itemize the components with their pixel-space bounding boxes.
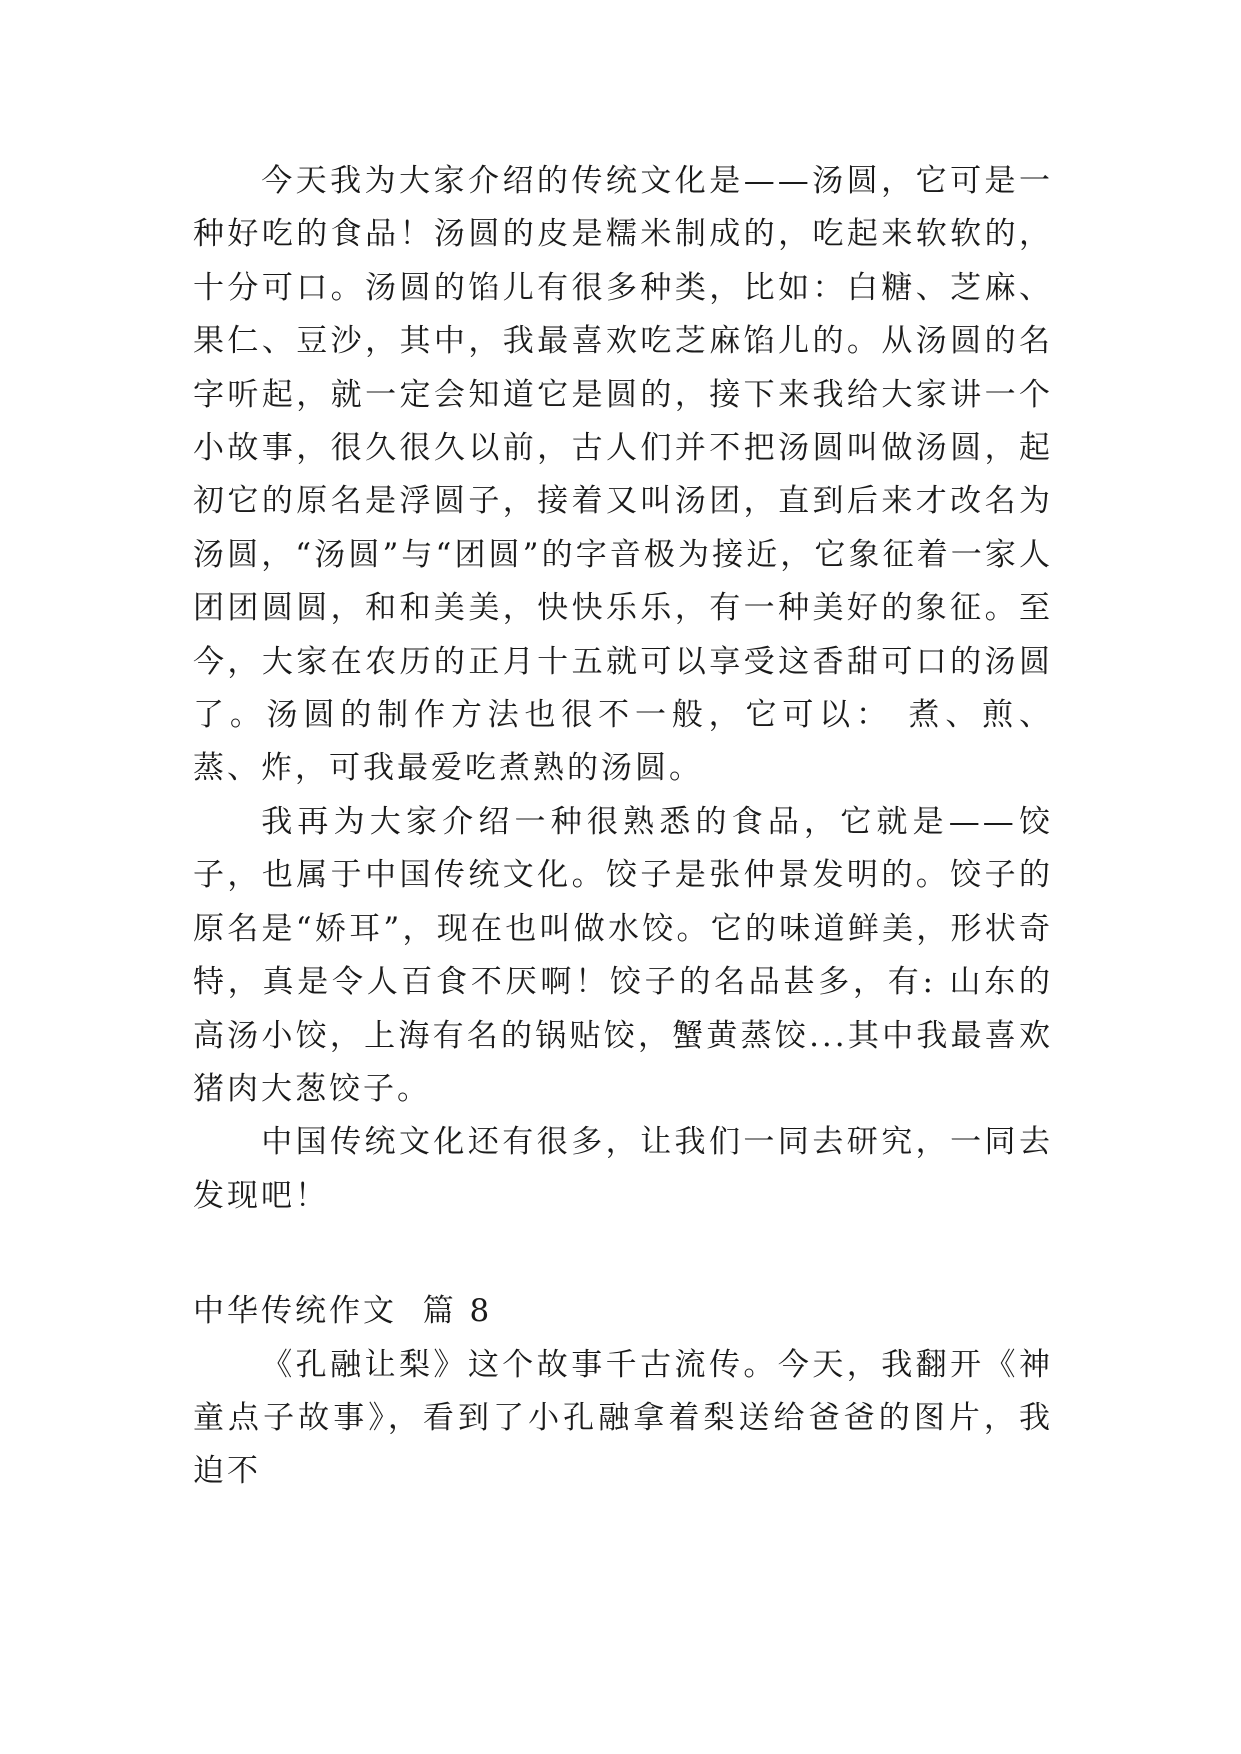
paragraph-kongrong: 《孔融让梨》这个故事千古流传。今天，我翻开《神童点子故事》，看到了小孔融拿着梨送给爸爸的图片，我迫不: [193, 1346, 1053, 1490]
paragraph-jiaozi: 我再为大家介绍一种很熟悉的食品，它就是——饺子，也属于中国传统文化。饺子是张仲景发明的。饺子的原名是“娇耳”，现在也叫做水饺。它的味道鲜美，形状奇特，真是令人百食不厌啊！饺子的名品甚多，有: 山东的高汤小饺，上海有名的锅贴饺，蟹黄蒸饺...其中我最喜欢猪肉大葱饺子。: [193, 803, 1053, 1107]
section-title: 中华传统作文 篇 8: [193, 1293, 493, 1330]
paragraph-tangyuan: 今天我为大家介绍的传统文化是——汤圆，它可是一种好吃的食品！汤圆的皮是糯米制成的，吃起来软软的，十分可口。汤圆的馅儿有很多种类，比如：白糖、芝麻、果仁、豆沙，其中，我最喜欢吃芝麻馅儿的。从汤圆的名字听起，就一定会知道它是圆的，接下来我给大家讲一个小故事，很久很久以前，古人们并不把汤圆叫做汤圆，起初它的原名是浮圆子，接着又叫汤团，直到后来才改名为汤圆，“汤圆”与“团圆”的字音极为接近，它象征着一家人团团圆圆，和和美美，快快乐乐，有一种美好的象征。至今，大家在农历的正月十五就可以享受这香甜可口的汤圆了。汤圆的制作方法也很不一般，它可以： 煮、煎、蒸、炸，可我最爱吃煮熟的汤圆。: [193, 163, 1053, 787]
paragraph-conclusion: 中国传统文化还有很多，让我们一同去研究，一同去发现吧！: [193, 1124, 1053, 1214]
document-page: [193, 155, 1053, 1499]
